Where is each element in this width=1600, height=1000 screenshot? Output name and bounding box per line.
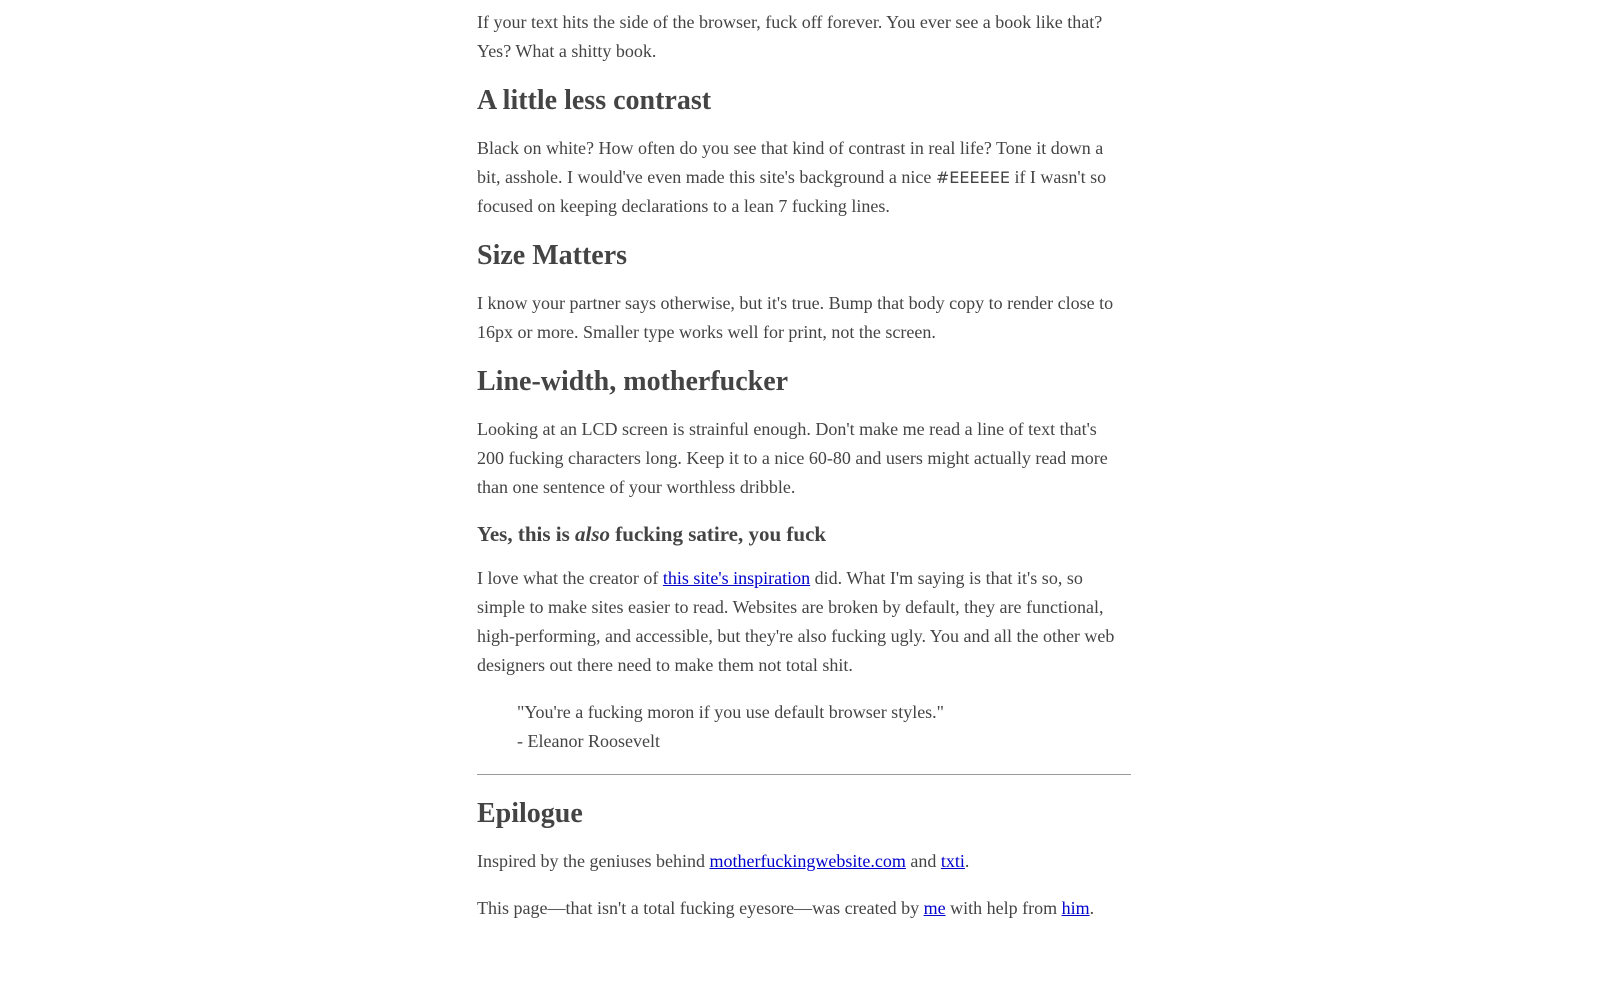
satire-text-after: did. What I'm saying is that it's so, so simple to make sites easier to read. Websites are broken by default, they are functional, high-performing, and accessible, but they're also fucking ugly. You and all the other web designers out there need to make them not total shit. <box>477 568 1115 675</box>
motherfuckingwebsite-link[interactable]: motherfuckingwebsite.com <box>709 851 906 871</box>
heading-epilogue: Epilogue <box>477 798 583 829</box>
satire-heading-before: Yes, this is <box>477 522 576 546</box>
intro-paragraph: If your text hits the side of the browser, fuck off forever. You ever see a book like that? Yes? What a shitty book. <box>477 12 1103 61</box>
txti-link[interactable]: txti <box>940 851 965 871</box>
contrast-text-before: Black on white? How often do you see that kind of contrast in real life? Tone it down a bit, asshole. I would've even made this site's background a nice <box>477 138 1104 187</box>
epilogue-p1-after: . <box>964 851 970 871</box>
epilogue-p2-before: This page—that isn't a total fucking eyesore—was created by <box>477 898 924 918</box>
color-code: #EEEEEE <box>935 168 1010 187</box>
line-width-paragraph: Looking at an LCD screen is strainful enough. Don't make me read a line of text that's 200 fucking characters long. Keep it to a nice 60-80 and users might actually read more than one sentence of your worthless dribble. <box>477 419 1108 497</box>
epilogue-p2-after: . <box>1089 898 1095 918</box>
heading-satire <box>477 520 1127 548</box>
heading-less-contrast: A little less contrast <box>477 85 712 116</box>
epilogue-p2-mid: with help from <box>945 898 1062 918</box>
heading-line-width: Line-width, motherfucker <box>477 366 789 397</box>
quote-text: "You're a fucking moron if you use default browser styles." <box>517 702 945 722</box>
me-link[interactable]: me <box>923 898 946 918</box>
article <box>477 0 1127 923</box>
quote <box>517 698 1127 756</box>
divider <box>477 774 1131 775</box>
inspiration-link[interactable]: this site's inspiration <box>662 568 811 588</box>
satire-text-before: I love what the creator of <box>477 568 663 588</box>
quote-author: - Eleanor Roosevelt <box>517 731 660 751</box>
satire-heading-em: also <box>575 522 611 546</box>
him-link[interactable]: him <box>1061 898 1090 918</box>
epilogue-p1-before: Inspired by the geniuses behind <box>477 851 710 871</box>
epilogue-credits-paragraph <box>477 894 1127 923</box>
size-paragraph: I know your partner says otherwise, but it's true. Bump that body copy to render close to 16px or more. Smaller type works well for print, not the screen. <box>477 293 1114 342</box>
epilogue-p1-mid: and <box>905 851 941 871</box>
satire-paragraph <box>477 564 1127 680</box>
epilogue-inspired-paragraph <box>477 847 1127 876</box>
heading-size-matters: Size Matters <box>477 240 628 271</box>
satire-heading-after: fucking satire, you fuck <box>610 522 827 546</box>
contrast-text-after: if I wasn't so focused on keeping declarations to a lean 7 fucking lines. <box>477 167 1107 216</box>
contrast-paragraph <box>477 134 1127 221</box>
